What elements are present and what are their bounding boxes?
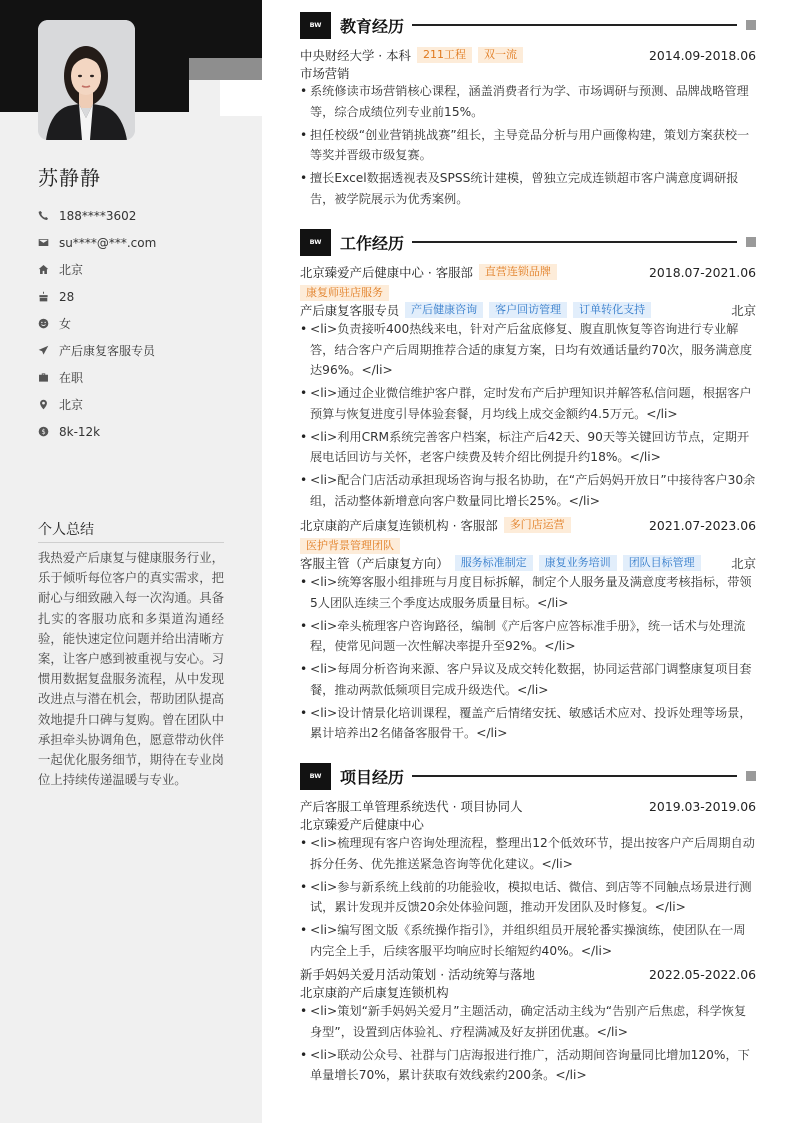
work-section-header <box>300 228 756 256</box>
contact-list <box>38 202 248 445</box>
skill-tag: 服务标准制定 <box>455 555 533 571</box>
section-square-icon <box>746 237 756 247</box>
project-entry <box>300 964 756 984</box>
mail-icon <box>38 237 49 248</box>
contact-job-status: 在职 <box>38 364 248 391</box>
job-date: 2018.07-2021.06 <box>649 264 756 280</box>
sidebar-accent-bar <box>189 58 262 80</box>
job-bullets <box>300 319 756 514</box>
contact-city: 北京 <box>38 256 248 283</box>
salary-icon <box>38 426 49 437</box>
job-tag-row <box>300 537 756 555</box>
list-item: • <li>负责接听400热线来电，针对产后盆底修复、腹直肌恢复等咨询进行专业解答，结合客户产后周期推荐合适的康复方案，日均有效通话量约70次，服务满意度达96%。</li> <box>300 319 756 381</box>
portrait-image <box>38 20 135 140</box>
phone-icon <box>38 210 49 221</box>
list-item: • <li>配合门店活动承担现场咨询与报名协助，在“产后妈妈开放日”中接待客户30余组，活动整体新增意向客户数量同比增长25%。</li> <box>300 470 756 511</box>
profile-photo <box>38 20 135 140</box>
projects-section-header <box>300 762 756 790</box>
list-item: • <li>利用CRM系统完善客户档案，标注产后42天、90天等关键回访节点，定期开展电话回访与关怀，老客户续费及转介绍比例提升约18%。</li> <box>300 427 756 468</box>
section-divider <box>412 241 737 243</box>
company-tag: 多门店运营 <box>504 517 571 533</box>
job-tag-row <box>300 284 756 302</box>
project-org: 北京康韵产后康复连锁机构 <box>300 985 449 1000</box>
contact-phone: 188****3602 <box>38 202 248 229</box>
company-tag: 医护背景管理团队 <box>300 538 400 554</box>
project-name: 产后客服工单管理系统迭代 · 项目协同人 <box>300 799 523 814</box>
section-divider <box>412 24 737 26</box>
sidebar <box>0 0 262 1123</box>
job-bullets <box>300 572 756 746</box>
skill-tag: 产后健康咨询 <box>405 302 483 318</box>
sidebar-accent-block <box>220 80 262 116</box>
list-item: • <li>牵头梳理客户咨询路径，编制《产后客户应答标准手册》，统一话术与处理流程，使常见问题一次性解决率提升至92%。</li> <box>300 616 756 657</box>
contact-age: 28 <box>38 283 248 310</box>
list-item: • 系统修读市场营销核心课程，涵盖消费者行为学、市场调研与预测、品牌战略管理等，综合成绩位列专业前15%。 <box>300 81 756 122</box>
project-bullets <box>300 833 756 964</box>
job-role: 产后康复客服专员 <box>300 303 400 318</box>
education-entry <box>300 45 756 65</box>
list-item: • 担任校级“创业营销挑战赛”组长，主导竞品分析与用户画像构建，策划方案获校一等奖并晋级市级复赛。 <box>300 125 756 166</box>
contact-preferred-city: 北京 <box>38 391 248 418</box>
school-tag: 211工程 <box>417 47 472 63</box>
skill-tag: 订单转化支持 <box>573 302 651 318</box>
section-title: 项目经历 <box>340 767 405 787</box>
skill-tag: 客户回访管理 <box>489 302 567 318</box>
section-title: 教育经历 <box>340 16 405 36</box>
school-name: 中央财经大学 · 本科 <box>300 48 411 63</box>
job-entry <box>300 515 756 535</box>
bw-logo-icon: BW <box>300 229 331 256</box>
send-icon <box>38 345 49 356</box>
contact-gender: 女 <box>38 310 248 337</box>
list-item: • <li>统筹客服小组排班与月度目标拆解，制定个人服务量及满意度考核指标，带领5人团队连续三个季度达成服务质量目标。</li> <box>300 572 756 613</box>
project-org: 北京臻爱产后健康中心 <box>300 817 424 832</box>
list-item: • <li>通过企业微信维护客户群，定时发布产后护理知识并解答私信问题，根据客户预算与恢复进度引导体验套餐，月均线上成交金额约4.5万元。</li> <box>300 383 756 424</box>
profile-name: 苏静静 <box>38 166 101 190</box>
section-title: 工作经历 <box>340 233 405 253</box>
list-item: • <li>联动公众号、社群与门店海报进行推广，活动期间咨询量同比增加120%，下单量增长70%，累计获取有效线索约200条。</li> <box>300 1045 756 1086</box>
company-tag: 直营连锁品牌 <box>479 264 557 280</box>
bw-logo-icon: BW <box>300 12 331 39</box>
list-item: • <li>参与新系统上线前的功能验收，模拟电话、微信、到店等不同触点场景进行测试，累计发现并反馈20余处体验问题，推动开发团队及时修复。</li> <box>300 877 756 918</box>
list-item: • <li>设计情景化培训课程，覆盖产后情绪安抚、敏感话术应对、投诉处理等场景，累计培养出2名储备客服骨干。</li> <box>300 703 756 744</box>
section-square-icon <box>746 771 756 781</box>
job-role-row <box>300 554 756 572</box>
list-item: • <li>策划“新手妈妈关爱月”主题活动，确定活动主线为“告别产后焦虑，科学恢复身型”，设置到店体验礼、疗程满减及好友拼团优惠。</li> <box>300 1001 756 1042</box>
job-role-row <box>300 301 756 319</box>
project-name: 新手妈妈关爱月活动策划 · 活动统筹与落地 <box>300 967 535 982</box>
education-section-header <box>300 11 756 39</box>
list-item: • <li>梳理现有客户咨询处理流程，整理出12个低效环节，提出按客户产后周期自动拆分任务、优先推送紧急咨询等优化建议。</li> <box>300 833 756 874</box>
summary-text: 我热爱产后康复与健康服务行业，乐于倾听每位客户的真实需求，把耐心与细致融入每一次沟通。具备扎实的客服功底和多渠道沟通经验，能快速定位问题并给出清晰方案，让客户感到被重视与安心。习惯用数据复盘服务流程，从中发现改进点与潜在机会，帮助团队提高效地提升口碑与复购。曾在团队中承担牵头协调角色，愿意带动伙伴一起优化服务细节，期待在专业岗位上持续传递温暖与专业。 <box>38 550 224 788</box>
skill-tag: 康复业务培训 <box>539 555 617 571</box>
education-bullets <box>300 81 756 212</box>
list-item: • 擅长Excel数据透视表及SPSS统计建模，曾独立完成连锁超市客户满意度调研报告，被学院展示为优秀案例。 <box>300 168 756 209</box>
summary-title: 个人总结 <box>38 519 224 543</box>
job-role: 客服主管（产后康复方向） <box>300 556 449 571</box>
job-entry <box>300 262 756 282</box>
project-bullets <box>300 1001 756 1088</box>
job-location: 北京 <box>731 303 756 318</box>
project-date: 2022.05-2022.06 <box>649 966 756 982</box>
education-date: 2014.09-2018.06 <box>649 47 756 63</box>
project-entry <box>300 796 756 816</box>
section-square-icon <box>746 20 756 30</box>
contact-target-position: 产后康复客服专员 <box>38 337 248 364</box>
svg-text:$: $ <box>41 427 46 436</box>
company-name: 北京臻爱产后健康中心 · 客服部 <box>300 265 473 280</box>
bw-logo-icon: BW <box>300 763 331 790</box>
list-item: • <li>每周分析咨询来源、客户异议及成交转化数据，协同运营部门调整康复项目套餐，推动两款低频项目完成升级迭代。</li> <box>300 659 756 700</box>
job-date: 2021.07-2023.06 <box>649 517 756 533</box>
home-icon <box>38 264 49 275</box>
location-pin-icon <box>38 399 49 410</box>
list-item: • <li>编写图文版《系统操作指引》，并组织组员开展轮番实操演练，使团队在一周内完全上手，后续客服平均响应时长缩短约40%。</li> <box>300 920 756 961</box>
company-tag: 康复师驻店服务 <box>300 285 389 301</box>
cake-icon <box>38 291 49 302</box>
section-divider <box>412 775 737 777</box>
gender-icon <box>38 318 49 329</box>
company-name: 北京康韵产后康复连锁机构 · 客服部 <box>300 518 498 533</box>
skill-tag: 团队目标管理 <box>623 555 701 571</box>
project-date: 2019.03-2019.06 <box>649 798 756 814</box>
contact-email: su****@***.com <box>38 229 248 256</box>
job-location: 北京 <box>731 556 756 571</box>
contact-salary: $ 8k-12k <box>38 418 248 445</box>
school-tag: 双一流 <box>478 47 523 63</box>
education-major: 市场营销 <box>300 66 350 81</box>
briefcase-icon <box>38 372 49 383</box>
